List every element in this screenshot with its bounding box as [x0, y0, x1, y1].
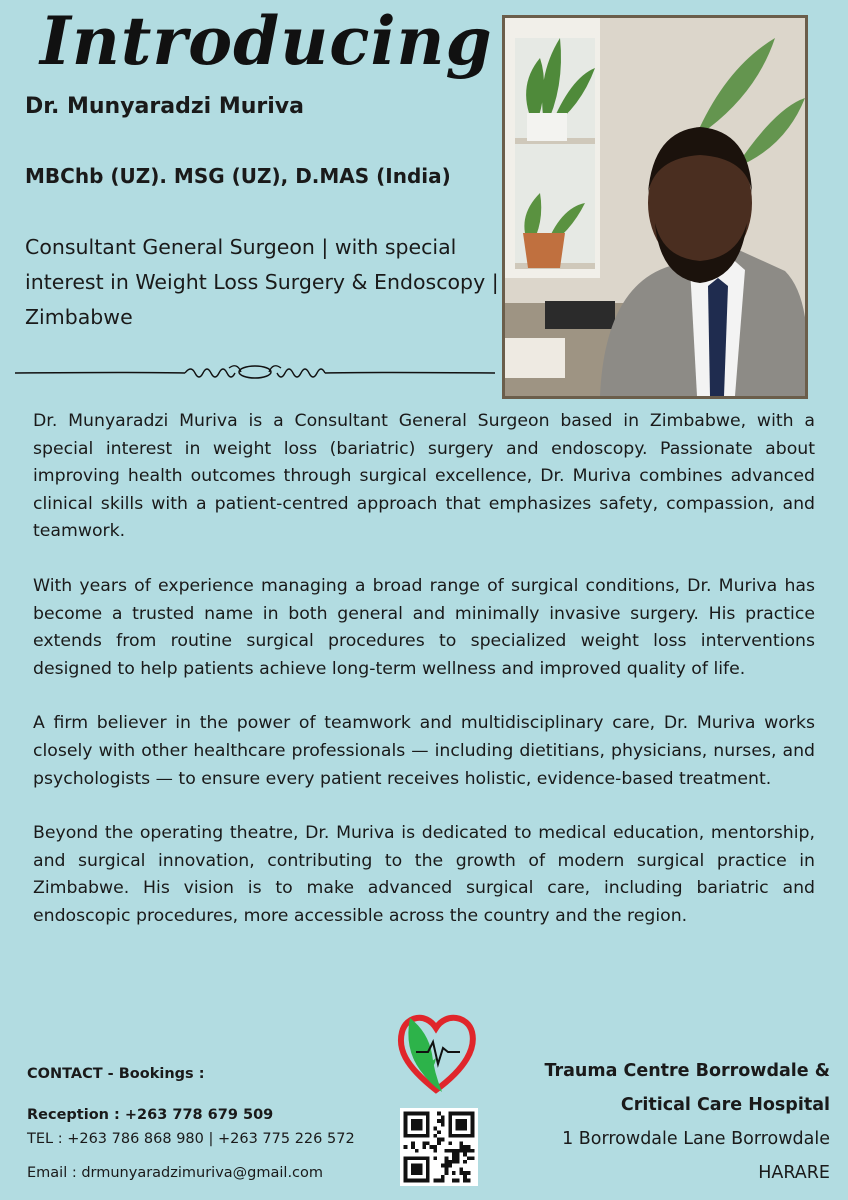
telephone-numbers: TEL : +263 786 868 980 | +263 775 226 572: [27, 1131, 355, 1147]
hospital-street: 1 Borrowdale Lane Borrowdale: [562, 1129, 830, 1149]
email-address: Email : drmunyaradzimuriva@gmail.com: [27, 1165, 324, 1181]
bio-paragraph: Dr. Munyaradzi Muriva is a Consultant General Surgeon based in Zimbabwe, with a special interest in weight loss (bariatric) surgery and endoscopy. Passionate about improving health outcomes through surgical excellence, Dr. Muriva combines advanced clinical skills with a patient-centred approach that emphasizes safety, compassion, and teamwork.: [33, 411, 815, 542]
doctor-name: Dr. Munyaradzi Muriva: [25, 94, 304, 119]
heart-hand-icon: [396, 1010, 476, 1096]
qr-code-icon: [400, 1108, 478, 1186]
hospital-name-line2: Critical Care Hospital: [620, 1095, 830, 1115]
bio-paragraph: With years of experience managing a broad range of surgical conditions, Dr. Muriva has become a trusted name in both general and minimally invasive surgery. His practice extends from routine surgical procedures to specialized weight loss interventions designed to help patients achieve long-term wellness and improved quality of life.: [33, 575, 815, 679]
doctor-photo: [502, 15, 808, 399]
hospital-address: [544, 1054, 830, 1190]
hospital-city: HARARE: [758, 1163, 830, 1183]
page-title: Introducing: [40, 2, 493, 80]
reception-phone: Reception : +263 778 679 509: [27, 1107, 274, 1123]
bio-paragraph: A firm believer in the power of teamwork and multidisciplinary care, Dr. Muriva works closely with other healthcare professionals — including dietitians, physicians, nurses, and psychologists — to ensure every patient receives holistic, evidence-based treatment.: [33, 713, 815, 789]
ornamental-divider-icon: [15, 360, 495, 386]
hospital-name-line1: Trauma Centre Borrowdale &: [544, 1061, 830, 1081]
biography: [33, 408, 815, 958]
qualifications: MBChb (UZ). MSG (UZ), D.MAS (India): [25, 164, 451, 188]
bio-paragraph: Beyond the operating theatre, Dr. Muriva is dedicated to medical education, mentorship, and surgical innovation, contributing to the growth of modern surgical practice in Zimbabwe. His vision is to make advanced surgical care, including bariatric and endoscopic procedures, more accessible across the country and the region.: [33, 823, 815, 926]
contact-heading: CONTACT - Bookings :: [27, 1066, 205, 1082]
role-description: Consultant General Surgeon | with special interest in Weight Loss Surgery & Endoscopy | Zimbabwe: [25, 235, 499, 329]
